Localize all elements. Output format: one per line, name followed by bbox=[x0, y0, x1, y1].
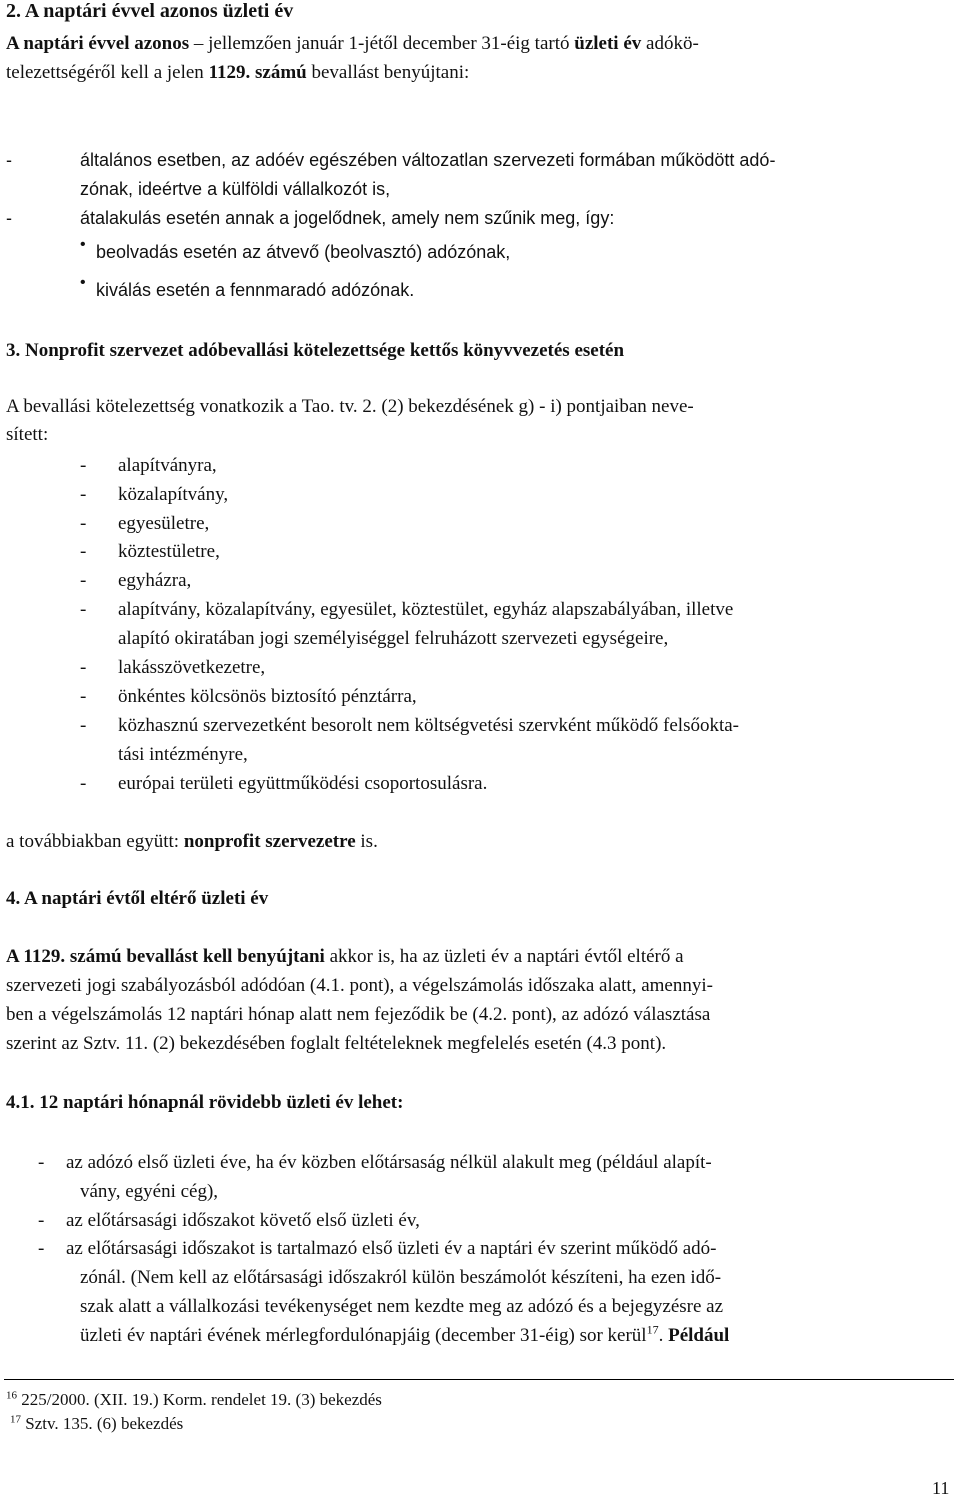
list-item-text-cont: alapító okiratában jogi személyiséggel felruházott szervezeti egységeire, bbox=[118, 628, 669, 649]
section-4-line2: szervezeti jogi szabályozásból adódóan (4.1. pont), a végelszámolás időszaka alatt, amennyi- bbox=[6, 975, 713, 996]
intro-bold-6: 1129. számú bbox=[208, 62, 307, 83]
list-dash: - bbox=[80, 513, 87, 534]
list-item-text: az adózó első üzleti éve, ha év közben előtársaság nélkül alakult meg (például alapít- bbox=[66, 1152, 712, 1173]
section-4-heading: 4. A naptári évtől eltérő üzleti év bbox=[6, 888, 269, 909]
footnote-text: 225/2000. (XII. 19.) Korm. rendelet 19. (3) bekezdés bbox=[17, 1390, 382, 1409]
bullet-item-text: beolvadás esetén az átvevő (beolvasztó) adózónak, bbox=[96, 242, 511, 262]
list-dash: - bbox=[6, 150, 12, 170]
closing-text-a: a továbbiakban együtt: bbox=[6, 831, 184, 852]
footnote-text: Sztv. 135. (6) bekezdés bbox=[21, 1414, 184, 1433]
section-3-heading: 3. Nonprofit szervezet adóbevallási kötelezettsége kettős könyvvezetés esetén bbox=[6, 340, 625, 361]
s4-bold-a: A 1129. bbox=[6, 946, 70, 967]
footnote-ref-17[interactable]: 17 bbox=[646, 1322, 659, 1337]
closing-text-c: is. bbox=[355, 831, 378, 852]
list-dash: - bbox=[80, 570, 87, 591]
list-item-text: az előtársasági időszakot követő első üzleti év, bbox=[66, 1210, 420, 1231]
section-2-intro-line2 bbox=[6, 58, 469, 87]
list-item-text-cont: szak alatt a vállalkozási tevékenységet nem kezdte meg az adózó és a bejegyzésre az bbox=[80, 1296, 724, 1317]
list-item-text: lakásszövetkezetre, bbox=[118, 657, 266, 678]
list-dash: - bbox=[80, 657, 87, 678]
list-dash: - bbox=[38, 1152, 45, 1173]
l4-text-b: . bbox=[658, 1325, 669, 1346]
intro-text-2: – jellemzően január 1-jétől december 31-éig tartó bbox=[189, 33, 575, 54]
closing-bold: nonprofit szervezetre bbox=[183, 831, 356, 852]
section-2-heading: 2. A naptári évvel azonos üzleti év bbox=[6, 0, 294, 22]
intro-text-5: telezettségéről kell a jelen bbox=[6, 62, 209, 83]
list-dash: - bbox=[80, 541, 87, 562]
s4-text-c: akkor is, ha az üzleti év a naptári évtől eltérő a bbox=[324, 946, 684, 967]
list-dash: - bbox=[80, 599, 87, 620]
section-4-line4: szerint az Sztv. 11. (2) bekezdésében foglalt feltételeknek megfelelés esetén (4.3 pont). bbox=[6, 1033, 667, 1054]
list-item-text: alapítványra, bbox=[118, 455, 217, 476]
list-dash: - bbox=[80, 715, 87, 736]
list-item-text: átalakulás esetén annak a jogelődnek, amely nem szűnik meg, így: bbox=[80, 208, 615, 228]
section-4-line3: ben a végelszámolás 12 naptári hónap alatt nem fejeződik be (4.2. pont), az adózó választása bbox=[6, 1004, 711, 1025]
intro-bold-1: A naptári évvel azonos bbox=[6, 33, 190, 54]
l4-bold: Például bbox=[668, 1325, 730, 1346]
list-item-text: az előtársasági időszakot is tartalmazó első üzleti év a naptári év szerint működő adó- bbox=[66, 1238, 717, 1259]
bullet-icon: • bbox=[80, 274, 86, 291]
list-item-text-cont: zónak, ideértve a külföldi vállalkozót is, bbox=[80, 179, 391, 199]
list-dash: - bbox=[80, 773, 87, 794]
list-item-text: köztestületre, bbox=[118, 541, 220, 562]
list-item-text-cont: zónál. (Nem kell az előtársasági időszakról külön beszámolót készíteni, ha ezen idő- bbox=[80, 1267, 722, 1288]
section-2-intro-line1 bbox=[6, 29, 956, 58]
list-dash: - bbox=[38, 1210, 45, 1231]
section-3-closing bbox=[6, 831, 378, 853]
list-dash: - bbox=[80, 455, 87, 476]
page-number: 11 bbox=[932, 1478, 950, 1498]
list-item-text: közhasznú szervezetként besorolt nem költségvetési szervként működő felsőokta- bbox=[118, 715, 739, 736]
list-item-text: általános esetben, az adóév egészében változatlan szervezeti formában működött adó- bbox=[80, 150, 776, 170]
bullet-icon: • bbox=[80, 236, 86, 253]
list-item-text: egyházra, bbox=[118, 570, 192, 591]
list-item-text: önkéntes kölcsönös biztosító pénztárra, bbox=[118, 686, 417, 707]
intro-text-7: bevallást benyújtani: bbox=[306, 62, 470, 83]
section-3-intro-line2: sített: bbox=[6, 424, 49, 445]
list-item-text-cont: tási intézményre, bbox=[118, 744, 248, 765]
s4-bold-b: számú bevallást kell benyújtani bbox=[69, 946, 325, 967]
section-3-intro-line1: A bevallási kötelezettség vonatkozik a Tao. tv. 2. (2) bekezdésének g) - i) pontjaiban neve- bbox=[6, 396, 694, 417]
footnote-number: 16 bbox=[6, 1389, 17, 1402]
intro-text-4: adókö- bbox=[641, 33, 699, 54]
list-dash: - bbox=[38, 1238, 45, 1259]
intro-bold-3: üzleti év bbox=[574, 33, 642, 54]
list-dash: - bbox=[80, 686, 87, 707]
footnote-separator bbox=[4, 1379, 954, 1380]
footnote-number: 17 bbox=[10, 1413, 21, 1426]
list-item-text: egyesületre, bbox=[118, 513, 210, 534]
list-dash: - bbox=[80, 484, 87, 505]
list-item-text: közalapítvány, bbox=[118, 484, 229, 505]
l4-text: üzleti év naptári évének mérlegfordulónapjáig (december 31-éig) sor kerül bbox=[80, 1325, 647, 1346]
section-4-line1 bbox=[6, 946, 684, 968]
footnote-17 bbox=[10, 1414, 183, 1434]
list-dash: - bbox=[6, 208, 12, 228]
list-item-text: alapítvány, közalapítvány, egyesület, köztestület, egyház alapszabályában, illetve bbox=[118, 599, 734, 620]
section-4-1-heading: 4.1. 12 naptári hónapnál rövidebb üzleti év lehet: bbox=[6, 1092, 404, 1113]
bullet-item-text: kiválás esetén a fennmaradó adózónak. bbox=[96, 280, 415, 300]
list-item-text-cont: vány, egyéni cég), bbox=[80, 1181, 219, 1202]
list-item-text-cont bbox=[80, 1322, 730, 1347]
list-item-text: európai területi együttműködési csoportosulásra. bbox=[118, 773, 488, 794]
footnote-16 bbox=[6, 1390, 382, 1410]
